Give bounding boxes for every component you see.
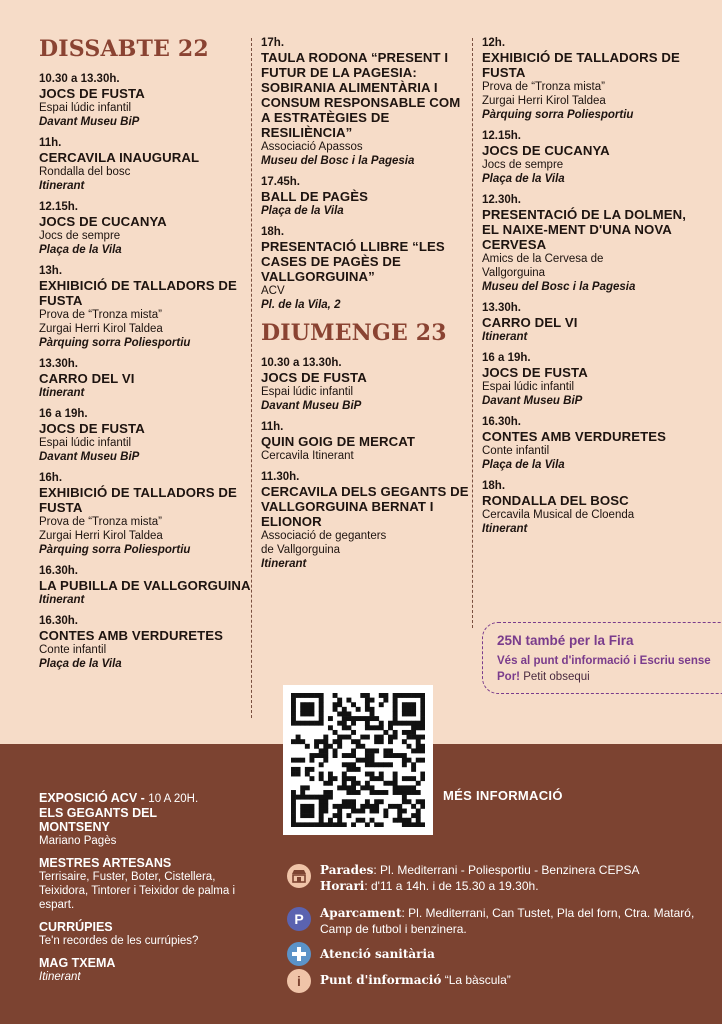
event-title: EXHIBICIÓ DE TALLADORS DE FUSTA xyxy=(39,278,237,308)
notice-title: 25N també per la Fira xyxy=(497,633,634,648)
event-desc-extra: de Vallgorguina xyxy=(261,544,341,556)
event-item xyxy=(39,136,251,193)
event-desc: Espai lúdic infantil xyxy=(39,437,132,449)
exhibition-item xyxy=(39,791,251,848)
event-desc: Cercavila Musical de Cloenda xyxy=(482,509,635,521)
event-title: TAULA RODONA “PRESENT I FUTUR DE LA PAGESIA: SOBIRANIA ALIMENTÀRIA I CONSUM RESPONSABLE COM A ESTRATÈGIES DE RESILIÈNCIA” xyxy=(261,50,461,140)
event-title: CERCAVILA DELS GEGANTS DE VALLGORGUINA BERNAT I ELIONOR xyxy=(261,484,469,529)
event-time: 13.30h. xyxy=(482,302,521,314)
event-item xyxy=(261,356,471,413)
event-item xyxy=(261,36,471,168)
event-title: PRESENTACIÓ LLIBRE “LES CASES DE PAGÈS DE VALLGORGUINA” xyxy=(261,239,445,284)
event-place: Museu del Bosc i la Pagesia xyxy=(261,155,415,167)
event-place: Davant Museu BiP xyxy=(39,116,140,128)
event-place: Davant Museu BiP xyxy=(39,451,140,463)
sunday-event-list xyxy=(261,356,471,571)
event-time: 16.30h. xyxy=(39,565,78,577)
event-item xyxy=(261,470,471,571)
event-desc: Cercavila Itinerant xyxy=(261,450,354,462)
event-item xyxy=(261,175,471,218)
event-item xyxy=(261,420,471,463)
event-place: Itinerant xyxy=(39,594,85,606)
currupies-item xyxy=(39,920,251,948)
exhibition-time: 10 A 20H. xyxy=(148,793,199,805)
event-time: 16 a 19h. xyxy=(482,352,531,364)
notice-body xyxy=(497,653,722,685)
event-item xyxy=(482,415,697,472)
event-desc-extra: Zurgai Herri Kirol Taldea xyxy=(482,95,606,107)
event-desc: Conte infantil xyxy=(39,644,107,656)
parking-text: : Pl. Mediterrani, Can Tustet, Pla del forn, Ctra. Mataró, Camp de futbol i benzinera. xyxy=(320,906,695,936)
event-title: CONTES AMB VERDURETES xyxy=(482,429,667,444)
event-time: 10.30 a 13.30h. xyxy=(39,73,120,85)
saturday-column xyxy=(39,36,251,678)
event-time: 12h. xyxy=(482,37,506,49)
event-title: PRESENTACIÓ DE LA DOLMEN, EL NAIXE-MENT D'UNA NOVA CERVESA xyxy=(482,207,686,252)
event-place: Plaça de la Vila xyxy=(261,205,344,217)
saturday-event-list xyxy=(39,72,251,671)
saturday-heading: DISSABTE 22 xyxy=(39,36,209,62)
event-desc: Rondalla del bosc xyxy=(39,166,131,178)
magician-item xyxy=(39,956,251,984)
saturday-continued-event-list xyxy=(261,36,471,312)
event-item xyxy=(482,479,697,536)
service-stalls xyxy=(287,862,707,894)
event-title: JOCS DE CUCANYA xyxy=(39,214,167,229)
event-place: Itinerant xyxy=(482,523,528,535)
info-label: Punt d'informació xyxy=(320,973,442,987)
event-item xyxy=(39,200,251,257)
event-desc: Prova de “Tronza mista” xyxy=(39,516,162,528)
event-desc: ACV xyxy=(261,285,285,297)
event-place: Plaça de la Vila xyxy=(482,173,565,185)
event-place: Davant Museu BiP xyxy=(482,395,583,407)
event-desc: Jocs de sempre xyxy=(39,230,121,242)
event-place: Plaça de la Vila xyxy=(39,658,122,670)
event-item xyxy=(39,407,251,464)
event-time: 11h. xyxy=(261,421,284,433)
sunday-continued-column xyxy=(482,36,697,543)
event-item xyxy=(482,36,697,122)
event-item xyxy=(482,301,697,344)
event-place: Pàrquing sorra Poliesportiu xyxy=(482,109,634,121)
event-title: EXHIBICIÓ DE TALLADORS DE FUSTA xyxy=(482,50,680,80)
event-desc: Espai lúdic infantil xyxy=(39,102,132,114)
stalls-text: : Pl. Mediterrani - Poliesportiu - Benzinera CEPSA xyxy=(373,863,640,877)
event-desc: Associació Apassos xyxy=(261,141,363,153)
event-time: 16h. xyxy=(39,472,63,484)
artisans-desc: Terrisaire, Fuster, Boter, Cistellera, Teixidora, Tintorer i Teixidor de palma i espart. xyxy=(39,871,236,911)
event-place: Itinerant xyxy=(261,558,307,570)
event-time: 13.30h. xyxy=(39,358,78,370)
event-time: 17.45h. xyxy=(261,176,300,188)
service-info-point xyxy=(287,972,707,988)
event-desc-extra: Vallgorguina xyxy=(482,267,546,279)
event-place: Museu del Bosc i la Pagesia xyxy=(482,281,636,293)
currupies-title: CURRÚPIES xyxy=(39,920,113,934)
event-time: 11.30h. xyxy=(261,471,300,483)
exhibition-subtitle: ELS GEGANTS DEL MONTSENY xyxy=(39,806,157,834)
event-title: EXHIBICIÓ DE TALLADORS DE FUSTA xyxy=(39,485,237,515)
event-place: Pàrquing sorra Poliesportiu xyxy=(39,337,191,349)
event-time: 12.15h. xyxy=(482,130,521,142)
event-desc: Prova de “Tronza mista” xyxy=(482,81,605,93)
event-title: JOCS DE CUCANYA xyxy=(482,143,610,158)
event-place: Plaça de la Vila xyxy=(39,244,122,256)
event-time: 18h. xyxy=(261,226,285,238)
hours-label: Horari xyxy=(320,879,365,893)
event-item xyxy=(39,471,251,557)
magician-place: Itinerant xyxy=(39,971,81,983)
medical-label: Atenció sanitària xyxy=(320,947,435,961)
event-desc: Espai lúdic infantil xyxy=(261,386,354,398)
event-title: BALL DE PAGÈS xyxy=(261,189,369,204)
currupies-desc: Te'n recordes de les currúpies? xyxy=(39,935,199,947)
event-item xyxy=(39,614,251,671)
qr-code[interactable] xyxy=(283,685,433,835)
qr-code-icon xyxy=(291,693,425,827)
parking-icon: P xyxy=(287,907,311,931)
info-icon: i xyxy=(287,969,311,993)
event-title: JOCS DE FUSTA xyxy=(39,86,145,101)
notice-text: Vés al punt d'informació i Escriu sense Por! xyxy=(497,655,711,683)
service-medical xyxy=(287,946,707,962)
magician-title: MAG TXEMA xyxy=(39,956,116,970)
event-desc: Amics de la Cervesa de xyxy=(482,253,604,265)
event-place: Itinerant xyxy=(39,180,85,192)
event-place: Itinerant xyxy=(482,331,528,343)
service-parking xyxy=(287,905,707,937)
event-item xyxy=(39,264,251,350)
saturday-continued-column xyxy=(261,36,471,578)
event-place: Itinerant xyxy=(39,387,85,399)
event-time: 17h. xyxy=(261,37,285,49)
event-time: 16.30h. xyxy=(39,615,78,627)
event-place: Davant Museu BiP xyxy=(261,400,362,412)
event-title: JOCS DE FUSTA xyxy=(39,421,145,436)
event-item xyxy=(482,351,697,408)
event-desc-extra: Zurgai Herri Kirol Taldea xyxy=(39,323,163,335)
column-divider-left xyxy=(251,38,252,718)
sunday-heading: DIUMENGE 23 xyxy=(261,320,447,346)
event-time: 13h. xyxy=(39,265,63,277)
event-time: 16 a 19h. xyxy=(39,408,88,420)
event-time: 11h. xyxy=(39,137,62,149)
event-item xyxy=(482,193,697,294)
event-time: 18h. xyxy=(482,480,506,492)
event-title: LA PUBILLA DE VALLGORGUINA xyxy=(39,578,251,593)
artisans-item xyxy=(39,856,251,912)
event-item xyxy=(39,564,251,607)
event-title: RONDALLA DEL BOSC xyxy=(482,493,629,508)
column-divider-right xyxy=(472,38,473,628)
event-item xyxy=(482,129,697,186)
sunday-continued-event-list xyxy=(482,36,697,536)
event-time: 10.30 a 13.30h. xyxy=(261,357,342,369)
stall-icon xyxy=(287,864,311,888)
event-title: JOCS DE FUSTA xyxy=(482,365,588,380)
event-place: Pl. de la Vila, 2 xyxy=(261,299,341,311)
hours-text: : d'11 a 14h. i de 15.30 a 19.30h. xyxy=(364,879,539,893)
event-desc: Associació de geganters xyxy=(261,530,387,542)
event-title: CARRO DEL VI xyxy=(482,315,578,330)
event-item xyxy=(39,72,251,129)
event-desc: Jocs de sempre xyxy=(482,159,564,171)
parking-label: Aparcament xyxy=(320,906,402,920)
event-title: CERCAVILA INAUGURAL xyxy=(39,150,200,165)
exhibition-title: EXPOSICIÓ ACV - xyxy=(39,791,145,805)
event-desc-extra: Zurgai Herri Kirol Taldea xyxy=(39,530,163,542)
stalls-label: Parades xyxy=(320,863,374,877)
event-desc: Prova de “Tronza mista” xyxy=(39,309,162,321)
exhibition-author: Mariano Pagès xyxy=(39,835,117,847)
medical-cross-icon xyxy=(287,942,311,966)
event-title: JOCS DE FUSTA xyxy=(261,370,367,385)
event-time: 16.30h. xyxy=(482,416,521,428)
event-time: 12.15h. xyxy=(39,201,78,213)
more-info-label: MÉS INFORMACIÓ xyxy=(443,788,563,803)
info-text: “La bàscula” xyxy=(441,973,511,987)
fira-notice-box xyxy=(482,622,722,694)
event-title: QUIN GOIG DE MERCAT xyxy=(261,434,416,449)
event-item xyxy=(39,357,251,400)
event-place: Plaça de la Vila xyxy=(482,459,565,471)
event-title: CONTES AMB VERDURETES xyxy=(39,628,224,643)
footer-left-info xyxy=(39,791,251,992)
notice-gift: Petit obsequi xyxy=(523,671,590,683)
event-title: CARRO DEL VI xyxy=(39,371,135,386)
event-desc: Espai lúdic infantil xyxy=(482,381,575,393)
artisans-title: MESTRES ARTESANS xyxy=(39,856,172,870)
event-desc: Conte infantil xyxy=(482,445,550,457)
event-place: Pàrquing sorra Poliesportiu xyxy=(39,544,191,556)
event-item xyxy=(261,225,471,312)
event-time: 12.30h. xyxy=(482,194,521,206)
